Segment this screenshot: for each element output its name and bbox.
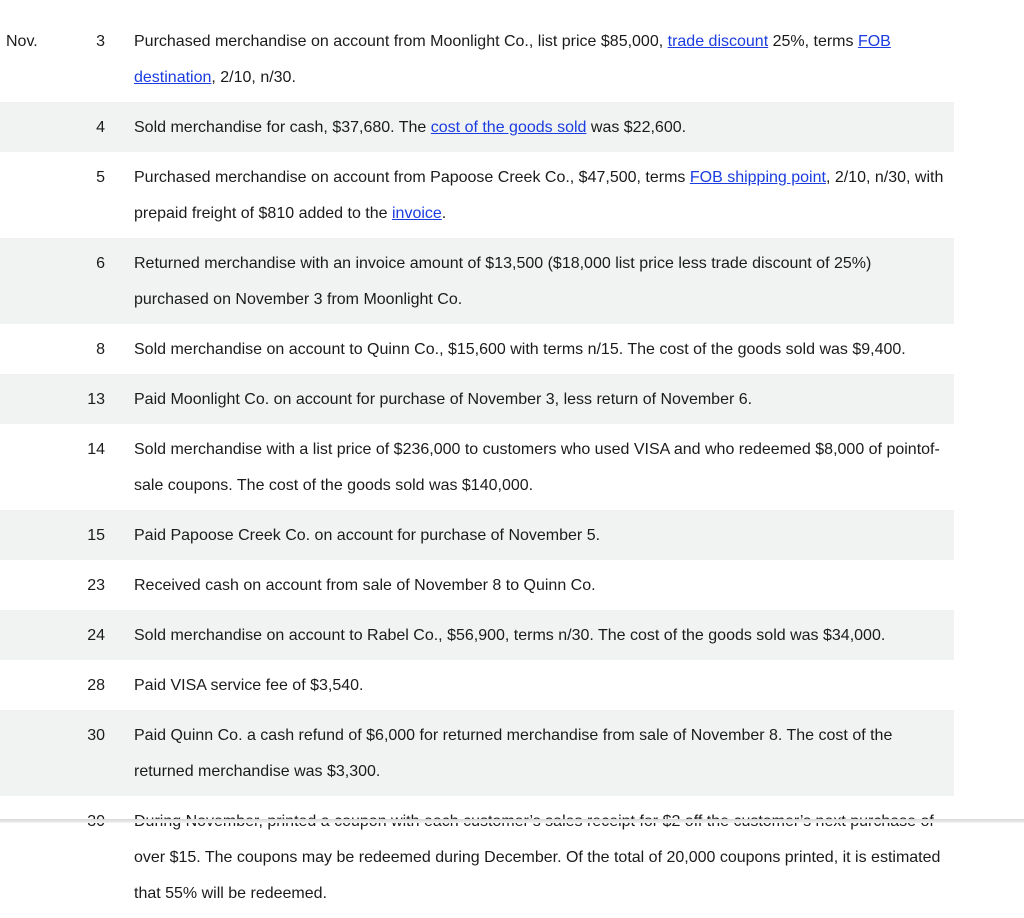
transaction-description [134,518,946,554]
description-text: was $22,600. [586,119,687,136]
description-text: Purchased merchandise on account from Papoose Creek Co., $47,500, terms [134,169,690,186]
transaction-day: 24 [87,627,105,644]
description-text: , 2/10, n/30, with prepaid freight of $810 added to the [134,169,944,222]
glossary-term-link[interactable]: trade discount [667,33,769,50]
glossary-term-link[interactable]: invoice [391,205,442,222]
description-text: Paid Quinn Co. a cash refund of $6,000 for returned merchandise from sale of November 8. The cost of the returned merchandise was $3,300. [134,727,893,780]
transaction-description [134,332,946,368]
description-text: Returned merchandise with an invoice amount of $13,500 ($18,000 list price less trade discount of 25%) purchased on November 3 from Moonlight Co. [134,255,872,308]
transaction-row [0,16,954,102]
transaction-description [134,568,946,604]
glossary-term-link[interactable]: FOB shipping point [689,169,826,186]
transaction-row [0,610,954,660]
description-text: Purchased merchandise on account from Moonlight Co., list price $85,000, [134,33,668,50]
transaction-description [134,382,946,418]
transaction-day: 28 [87,677,105,694]
transaction-description [134,432,946,504]
transaction-row [0,510,954,560]
description-text: Paid Moonlight Co. on account for purchase of November 3, less return of November 6. [134,391,753,408]
description-text: Sold merchandise on account to Quinn Co., $15,600 with terms n/15. The cost of the goods sold was $9,400. [134,341,906,358]
transaction-description [134,668,946,704]
transaction-description [134,246,946,318]
transaction-description [134,110,946,146]
description-text: Paid Papoose Creek Co. on account for purchase of November 5. [134,527,601,544]
transaction-day: 8 [96,341,105,358]
transaction-description [134,160,946,232]
description-text: Sold merchandise with a list price of $236,000 to customers who used VISA and who redeemed $8,000 of pointof- sale coupons. The cost of the goods sold was $140,000. [134,441,940,494]
description-text: Received cash on account from sale of November 8 to Quinn Co. [134,577,596,594]
description-text: Sold merchandise on account to Rabel Co., $56,900, terms n/30. The cost of the goods sold was $34,000. [134,627,886,644]
month-label: Nov. [6,33,38,50]
transaction-description [134,24,946,96]
transaction-day: 3 [96,33,105,50]
transaction-row [0,324,954,374]
transaction-day: 4 [96,119,105,136]
transaction-day: 30 [87,727,105,744]
transaction-day: 6 [96,255,105,272]
transaction-row [0,560,954,610]
transaction-day: 14 [87,441,105,458]
transaction-row [0,424,954,510]
description-text: Sold merchandise for cash, $37,680. The [134,119,431,136]
transaction-row [0,710,954,796]
transaction-row [0,102,954,152]
transaction-list [0,16,1024,918]
transaction-row [0,796,954,918]
transaction-day: 23 [87,577,105,594]
transaction-day: 5 [96,169,105,186]
transaction-day: 15 [87,527,105,544]
bottom-divider [0,819,1024,823]
description-text: Paid VISA service fee of $3,540. [134,677,364,694]
glossary-term-link[interactable]: cost of the goods sold [430,119,587,136]
transaction-row [0,374,954,424]
description-text: 25%, terms [768,33,858,50]
transaction-row [0,238,954,324]
transaction-description [134,718,946,790]
glossary-term-link[interactable]: FOB destination [134,33,891,86]
transaction-row [0,152,954,238]
description-text: , 2/10, n/30. [211,69,296,86]
transaction-row [0,660,954,710]
transaction-description [134,618,946,654]
description-text: over $15. The coupons may be redeemed during December. Of the total of 20,000 coupons printed, it is estimated that 55% will be redeemed. [134,849,941,902]
description-text: . [441,205,447,222]
transaction-day: 13 [87,391,105,408]
